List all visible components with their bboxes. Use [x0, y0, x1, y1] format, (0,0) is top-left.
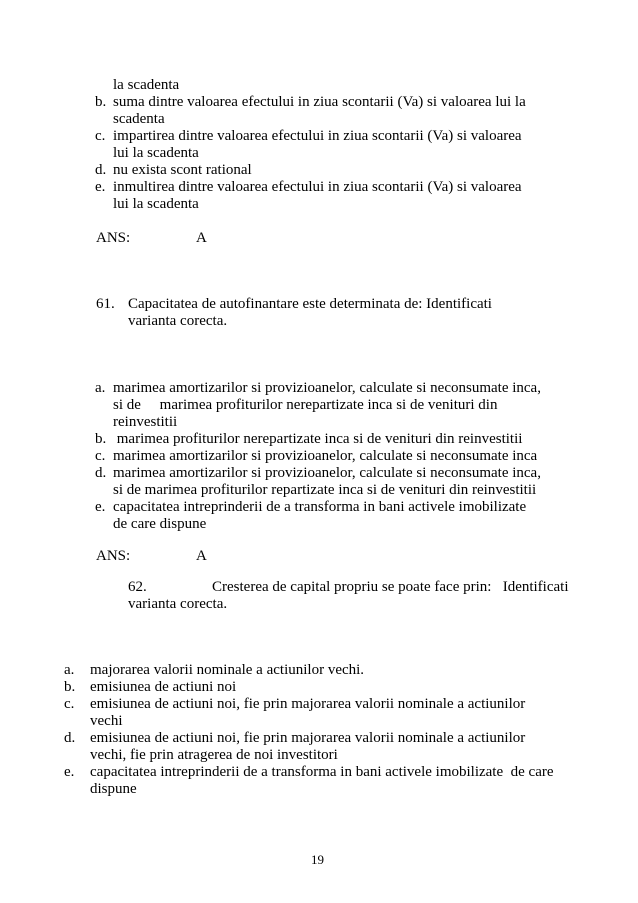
option-marker-d: d.	[95, 162, 107, 178]
option-c-text: marimea amortizarilor si provizioanelor, calculate si neconsumate inca	[113, 448, 538, 464]
option-d-text-cont: si de marimea profiturilor repartizate inca si de venituri din reinvestitii	[113, 482, 537, 498]
option-marker-d: d.	[64, 730, 76, 746]
option-a-text-cont2: reinvestitii	[113, 414, 178, 430]
option-marker-a: a.	[64, 662, 75, 678]
option-a-text: marimea amortizarilor si provizioanelor, calculate si neconsumate inca,	[113, 380, 541, 396]
answer-value: A	[196, 230, 207, 246]
answer-value: A	[196, 548, 207, 564]
option-d-text: nu exista scont rational	[113, 162, 252, 178]
option-d-text-cont: vechi, fie prin atragerea de noi investitori	[90, 747, 338, 763]
option-marker-d: d.	[95, 465, 107, 481]
option-d-text: marimea amortizarilor si provizioanelor, calculate si neconsumate inca,	[113, 465, 541, 481]
option-c-text: emisiunea de actiuni noi, fie prin majorarea valorii nominale a actiunilor	[90, 696, 526, 712]
option-a-text: majorarea valorii nominale a actiunilor vechi.	[90, 662, 365, 678]
question-text: Capacitatea de autofinantare este determinata de: Identificati	[128, 296, 492, 312]
answer-label: ANS:	[96, 548, 131, 564]
option-marker-b: b.	[95, 94, 107, 110]
option-e-text: capacitatea intreprinderii de a transforma in bani activele imobilizate de care	[90, 764, 554, 780]
question-text-cont: varianta corecta.	[128, 313, 228, 329]
option-d-text: emisiunea de actiuni noi, fie prin majorarea valorii nominale a actiunilor	[90, 730, 526, 746]
option-c-text: impartirea dintre valoarea efectului in ziua scontarii (Va) si valoarea	[113, 128, 522, 144]
option-c-text-cont: lui la scadenta	[113, 145, 199, 161]
option-marker-b: b.	[95, 431, 107, 447]
question-number: 62.	[128, 579, 147, 595]
option-marker-e: e.	[95, 499, 106, 515]
option-e-text-cont: dispune	[90, 781, 137, 797]
option-marker-a: a.	[95, 380, 106, 396]
question-number: 61.	[96, 296, 115, 312]
option-marker-b: b.	[64, 679, 76, 695]
question-text-cont: varianta corecta.	[128, 596, 228, 612]
question-text: Cresterea de capital propriu se poate face prin: Identificati	[212, 579, 569, 595]
option-e-text-cont: lui la scadenta	[113, 196, 199, 212]
option-a-continuation: la scadenta	[113, 77, 180, 93]
option-e-text: inmultirea dintre valoarea efectului in ziua scontarii (Va) si valoarea	[113, 179, 522, 195]
option-a-text-cont: si de marimea profiturilor nerepartizate inca si de venituri din	[113, 397, 498, 413]
option-b-text-cont: scadenta	[113, 111, 165, 127]
option-c-text-cont: vechi	[90, 713, 123, 729]
option-b-text: emisiunea de actiuni noi	[90, 679, 237, 695]
option-b-text: suma dintre valoarea efectului in ziua scontarii (Va) si valoarea lui la	[113, 94, 526, 110]
option-marker-e: e.	[95, 179, 106, 195]
option-e-text-cont: de care dispune	[113, 516, 207, 532]
page-number: 19	[311, 852, 324, 867]
option-marker-c: c.	[95, 448, 106, 464]
option-marker-e: e.	[64, 764, 75, 780]
option-marker-c: c.	[95, 128, 106, 144]
answer-label: ANS:	[96, 230, 131, 246]
option-b-text: marimea profiturilor nerepartizate inca si de venituri din reinvestitii	[113, 431, 523, 447]
option-marker-c: c.	[64, 696, 75, 712]
option-e-text: capacitatea intreprinderii de a transforma in bani activele imobilizate	[113, 499, 527, 515]
